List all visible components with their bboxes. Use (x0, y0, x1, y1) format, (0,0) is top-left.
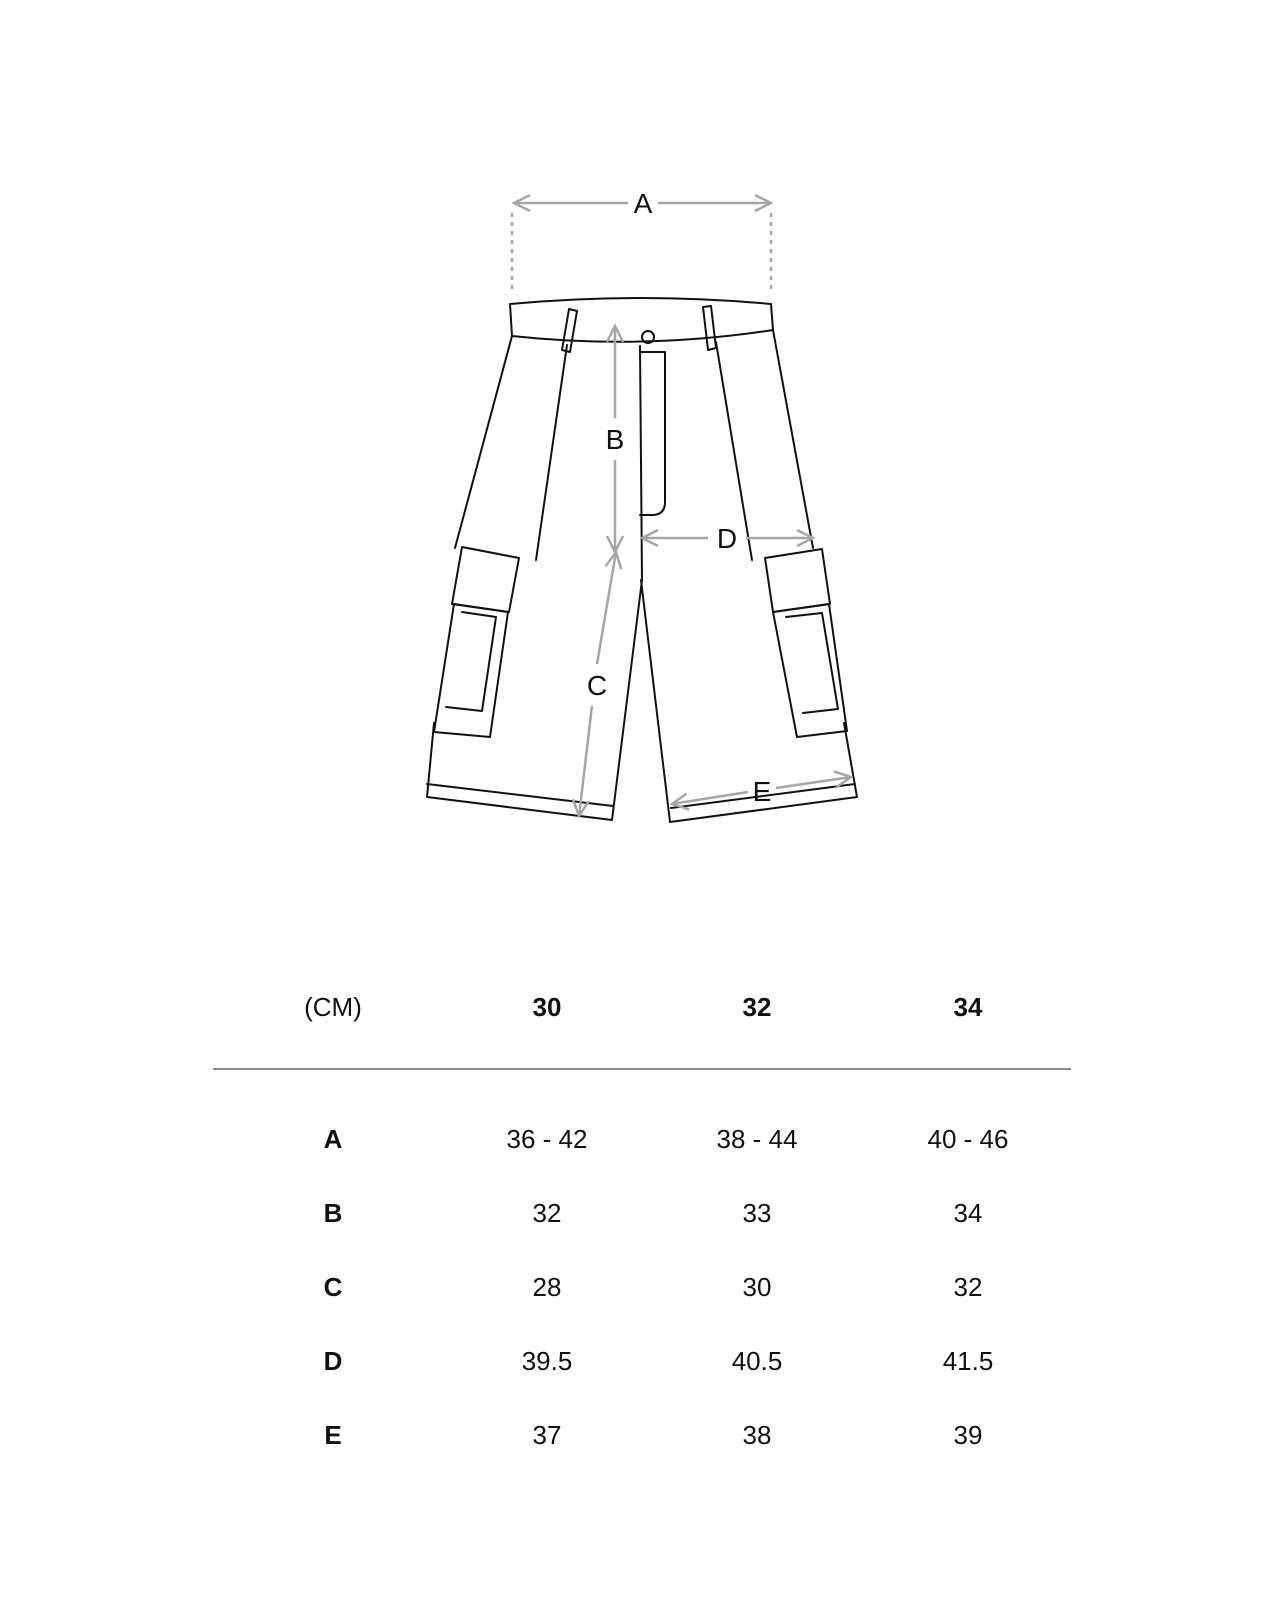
row-label-a: A (323, 1124, 343, 1154)
dimension-label-c: C (586, 670, 608, 701)
row-label-c: C (323, 1272, 343, 1302)
size-header-32: 32 (742, 992, 772, 1022)
cell-b-32: 33 (742, 1198, 772, 1228)
size-header-30: 30 (532, 992, 562, 1022)
cell-a-32: 38 - 44 (716, 1124, 798, 1154)
cell-a-34: 40 - 46 (927, 1124, 1009, 1154)
cell-c-34: 32 (953, 1272, 983, 1302)
cell-d-30: 39.5 (521, 1346, 573, 1376)
row-label-d: D (323, 1346, 343, 1376)
row-label-e: E (324, 1420, 342, 1450)
dimension-label-d: D (716, 523, 738, 554)
cell-a-30: 36 - 42 (506, 1124, 588, 1154)
cell-e-30: 37 (532, 1420, 562, 1450)
dimension-label-e: E (752, 776, 772, 807)
cell-d-34: 41.5 (942, 1346, 994, 1376)
cell-b-34: 34 (953, 1198, 983, 1228)
cell-c-30: 28 (532, 1272, 562, 1302)
row-label-b: B (323, 1198, 343, 1228)
cell-c-32: 30 (742, 1272, 772, 1302)
cell-d-32: 40.5 (731, 1346, 783, 1376)
cell-e-34: 39 (953, 1420, 983, 1450)
dimension-label-b: B (605, 424, 625, 455)
table-divider (213, 1068, 1071, 1070)
unit-header: (CM) (304, 992, 362, 1022)
cell-e-32: 38 (742, 1420, 772, 1450)
cell-b-30: 32 (532, 1198, 562, 1228)
size-header-34: 34 (953, 992, 983, 1022)
dimension-label-a: A (633, 188, 653, 219)
